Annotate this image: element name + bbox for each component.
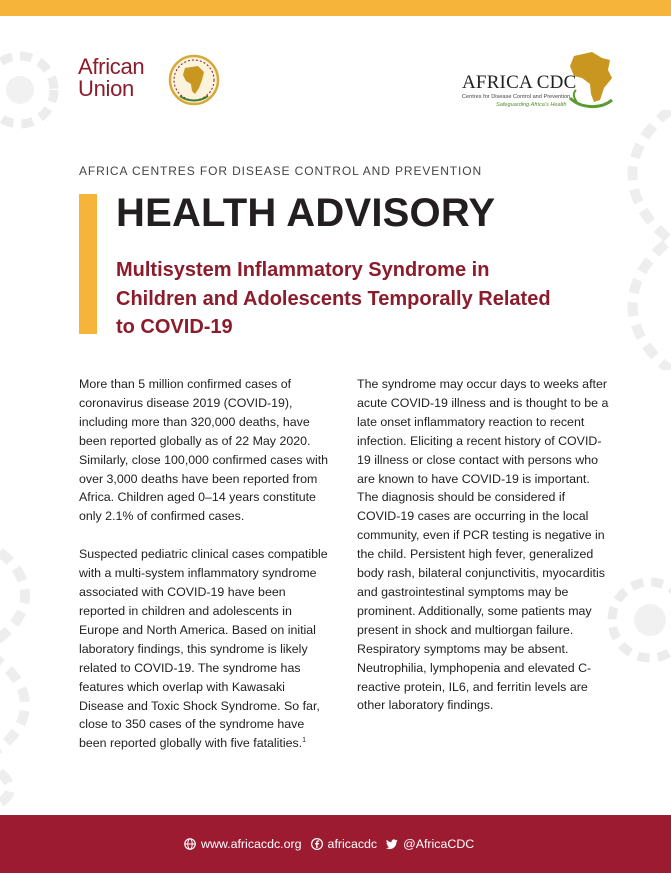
title-accent-bar xyxy=(79,194,97,334)
african-union-emblem-icon xyxy=(168,54,220,106)
twitter-link[interactable]: @AfricaCDC xyxy=(403,837,475,851)
africa-cdc-subtitle: Centres for Disease Control and Prevention xyxy=(462,94,571,100)
facebook-icon xyxy=(311,838,323,850)
facebook-link[interactable]: africacdc xyxy=(327,837,378,851)
organization-name: AFRICA CENTRES FOR DISEASE CONTROL AND PREVENTION xyxy=(79,164,483,178)
africa-cdc-title: AFRICA CDC xyxy=(462,72,577,93)
top-accent-bar xyxy=(0,0,671,16)
paragraph-pediatric-cases: Suspected pediatric clinical cases compatible with a multi-system inflammatory syndrome associated with COVID-19 have been reported in children and adolescents in Europe and North America. Based on initial laboratory findings, this syndrome is likely related to COVID-19. The syndrome has features which overlap with Kawasaki Disease and Toxic Shock Syndrome. So far, close to 350 cases of the syndrome have been reported globally with five fatalities.$^1$ xyxy=(79,547,328,751)
africa-cdc-logo xyxy=(460,50,620,116)
paragraph-case-statistics: More than 5 million confirmed cases of coronavirus disease 2019 (COVID-19), including more than 320,000 deaths, have been reported globally as of 22 May 2020. Similarly, close 100,000 confirmed cases with over 3,000 deaths have been reported from Africa. Children aged 0–14 years constitute only 2.1% of confirmed cases. xyxy=(79,377,329,524)
africa-cdc-tagline: Safeguarding Africa's Health xyxy=(496,102,567,108)
footnote-marker: 1 xyxy=(302,737,307,745)
decorative-pattern-left xyxy=(0,530,70,810)
paragraph-syndrome-description: The syndrome may occur days to weeks after acute COVID-19 illness and is thought to be a late onset inflammatory reaction to recent infection. Eliciting a recent history of COVID-19 illness or close contact with persons who are known to have COVID-19 is important. The diagnosis should be considered if COVID-19 cases are occurring in the local community, even if PCR testing is negative in the child. Persistent high fever, generalized body rash, bilateral conjunctivitis, myocarditis and gastrointestinal symptoms may be prominent. Additionally, some patients may present in shock and multiorgan failure. Respiratory symptoms may be absent. Neutrophilia, lymphopenia and elevated C-reactive protein, IL6, and ferritin levels are other laboratory findings. xyxy=(357,377,609,713)
african-union-logo xyxy=(78,52,238,112)
twitter-icon xyxy=(386,838,398,850)
footer-bar xyxy=(0,815,671,873)
advisory-subtitle: Multisystem Inflammatory Syndrome in Children and Adolescents Temporally Related to COVID-19 xyxy=(116,259,551,338)
page-title: HEALTH ADVISORY xyxy=(116,191,496,235)
decorative-pattern-top-left xyxy=(0,40,70,140)
body-column-right xyxy=(357,375,611,734)
globe-icon xyxy=(184,838,196,850)
body-column-left xyxy=(79,375,333,772)
footer-contacts xyxy=(184,837,483,851)
african-union-wordmark: African Union xyxy=(78,54,145,101)
website-link[interactable]: www.africacdc.org xyxy=(201,837,302,851)
africa-map-icon xyxy=(564,48,618,112)
